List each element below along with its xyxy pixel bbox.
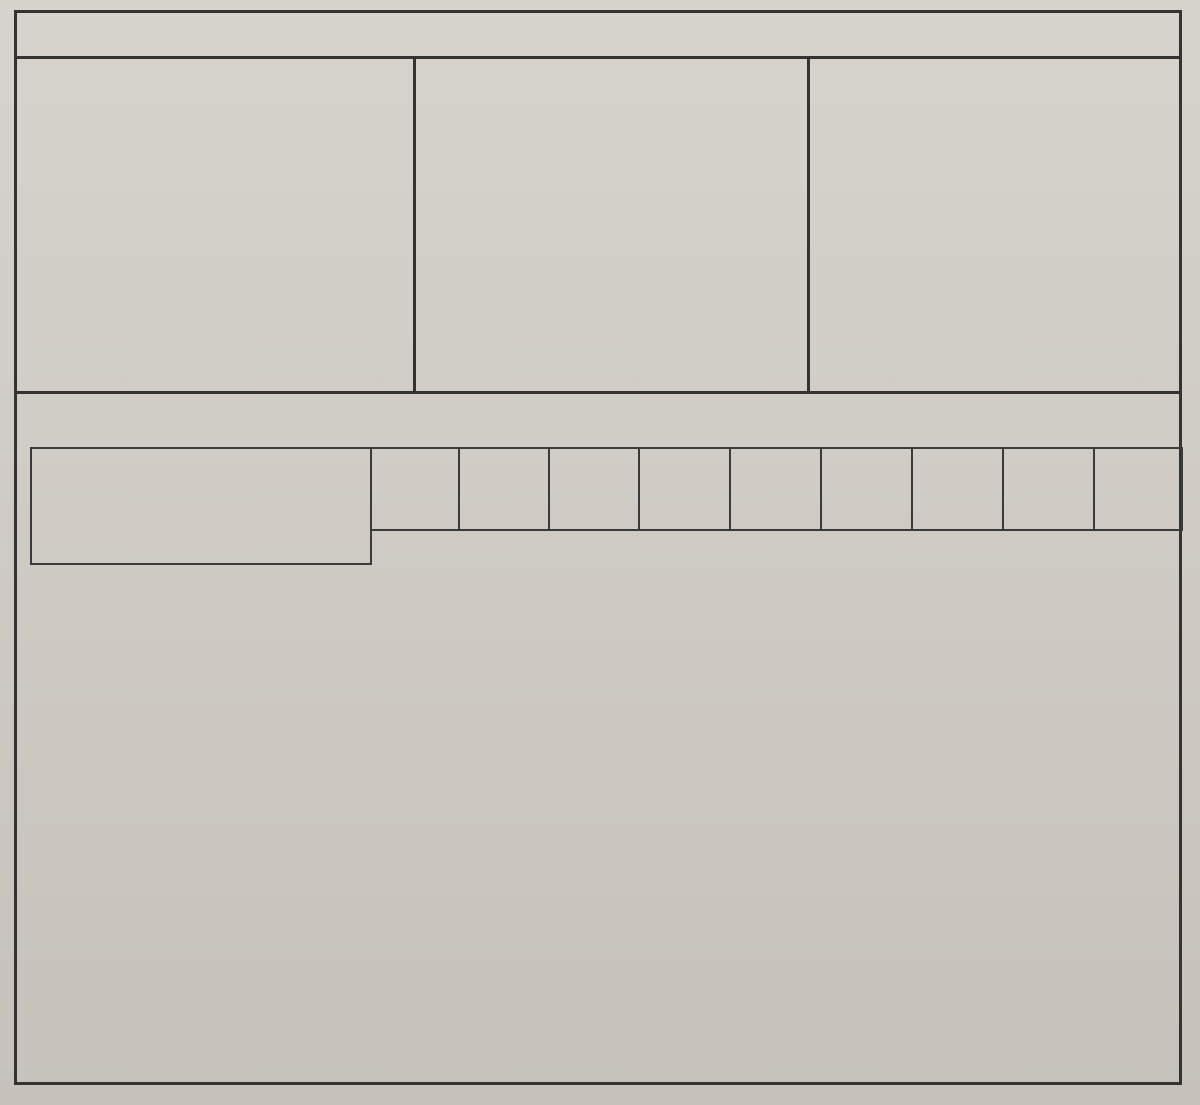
header-teil-7 bbox=[1003, 448, 1094, 530]
title-divider bbox=[14, 56, 1182, 59]
table-header-row bbox=[31, 448, 1182, 530]
header-teil-4 bbox=[730, 448, 821, 530]
harmonics-table bbox=[30, 447, 1183, 1076]
panel-divider-2 bbox=[807, 56, 810, 393]
row-einweg bbox=[31, 564, 1182, 674]
section-divider bbox=[14, 391, 1182, 394]
row-zweiweg bbox=[31, 674, 1182, 808]
row-saegezahn bbox=[31, 808, 1182, 946]
header-teil-3 bbox=[639, 448, 730, 530]
wave-panel-3 bbox=[818, 62, 1168, 342]
header-teil-1 bbox=[459, 448, 549, 530]
wave-panel-2 bbox=[424, 62, 804, 342]
wave-panel-1 bbox=[18, 62, 410, 342]
header-teil-2 bbox=[549, 448, 639, 530]
header-teil-8 bbox=[1094, 448, 1182, 530]
header-schwingungsverlauf bbox=[31, 448, 371, 564]
header-gleichwert bbox=[371, 448, 459, 530]
panel-divider-1 bbox=[413, 56, 416, 393]
header-teil-6 bbox=[912, 448, 1003, 530]
row-rechteck bbox=[31, 946, 1182, 1076]
header-teil-5 bbox=[821, 448, 912, 530]
